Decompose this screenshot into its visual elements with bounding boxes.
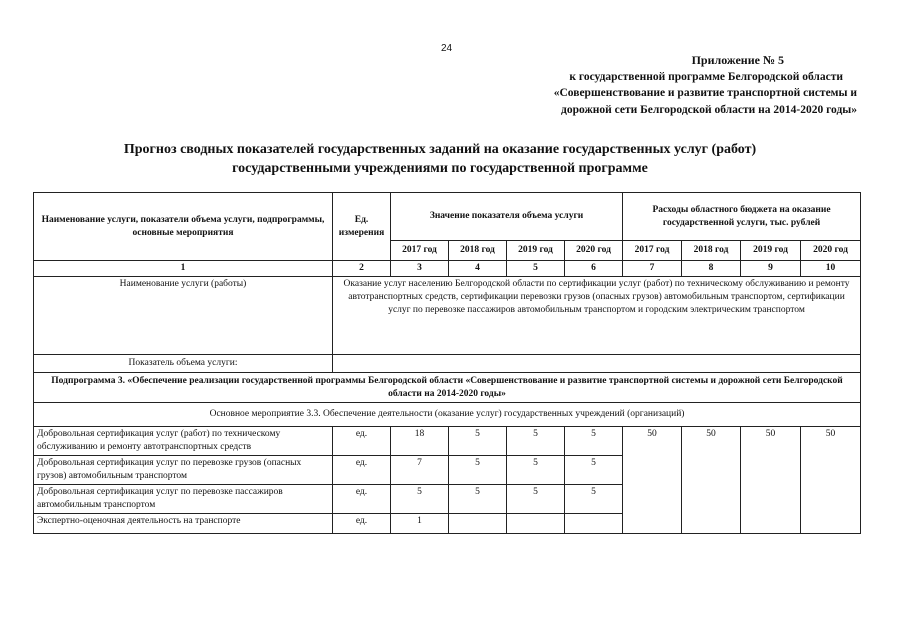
- row-name: Экспертно-оценочная деятельность на транспорте: [34, 514, 333, 534]
- volume-indicator-label: Показатель объема услуги:: [34, 355, 333, 373]
- row-value: 5: [565, 485, 623, 514]
- row-value: 5: [449, 456, 507, 485]
- column-number: 7: [623, 261, 682, 277]
- row-value: [565, 514, 623, 534]
- row-name: Добровольная сертификация услуг по перевозке грузов (опасных грузов) автомобильным транспортом: [34, 456, 333, 485]
- appendix-line: к государственной программе Белгородской области: [569, 70, 843, 83]
- row-name: Добровольная сертификация услуг (работ) по техническому обслуживанию и ремонту автотранспортных средств: [34, 427, 333, 456]
- column-number: 3: [391, 261, 449, 277]
- header-name-column: Наименование услуги, показатели объема услуги, подпрограммы, основные мероприятия: [34, 193, 333, 261]
- column-number: 5: [507, 261, 565, 277]
- row-value: 5: [507, 456, 565, 485]
- header-expense-group: Расходы областного бюджета на оказание государственной услуги, тыс. рублей: [623, 193, 861, 241]
- row-value: 7: [391, 456, 449, 485]
- header-year: 2020 год: [565, 241, 623, 261]
- column-number: 10: [801, 261, 861, 277]
- row-value: [449, 514, 507, 534]
- header-year: 2017 год: [391, 241, 449, 261]
- main-activity-title: Основное мероприятие 3.3. Обеспечение деятельности (оказание услуг) государственных учреждений (организаций): [34, 403, 861, 427]
- expense-value: 50: [741, 427, 801, 534]
- header-year: 2018 год: [682, 241, 741, 261]
- row-value: 5: [391, 485, 449, 514]
- appendix-line: дорожной сети Белгородской области на 2014-2020 годы»: [561, 103, 857, 116]
- appendix-header: [497, 52, 857, 118]
- row-value: 18: [391, 427, 449, 456]
- document-title: [60, 140, 820, 178]
- header-unit-column: Ед. измерения: [333, 193, 391, 261]
- row-value: 5: [449, 427, 507, 456]
- service-label: Наименование услуги (работы): [34, 277, 333, 355]
- header-volume-group: Значение показателя объема услуги: [391, 193, 623, 241]
- row-value: 5: [507, 427, 565, 456]
- row-value: [507, 514, 565, 534]
- column-number: 2: [333, 261, 391, 277]
- row-unit: ед.: [333, 514, 391, 534]
- forecast-table: [33, 192, 861, 534]
- row-value: 5: [565, 456, 623, 485]
- header-year: 2017 год: [623, 241, 682, 261]
- expense-value: 50: [801, 427, 861, 534]
- row-value: 5: [507, 485, 565, 514]
- subprogram-title: Подпрограмма 3. «Обеспечение реализации государственной программы Белгородской области «Совершенствование и развитие транспортной системы и дорожной сети Белгородской области на 2014-2020 годы»: [34, 373, 861, 403]
- row-value: 5: [565, 427, 623, 456]
- header-year: 2018 год: [449, 241, 507, 261]
- row-value: 1: [391, 514, 449, 534]
- row-unit: ед.: [333, 456, 391, 485]
- column-number: 4: [449, 261, 507, 277]
- header-year: 2019 год: [741, 241, 801, 261]
- document-title-line: Прогноз сводных показателей государственных заданий на оказание государственных услуг (работ): [123, 142, 757, 157]
- page-number: 24: [441, 43, 453, 54]
- appendix-line: «Совершенствование и развитие транспортной системы и: [553, 87, 857, 99]
- expense-value: 50: [623, 427, 682, 534]
- row-unit: ед.: [333, 427, 391, 456]
- service-description: Оказание услуг населению Белгородской области по сертификации услуг (работ) по техническому обслуживанию и ремонту автотранспортных средств, сертификации перевозки грузов (опасных грузов) автомобильным транспортом, сертификации услуг по перевозке пассажиров автомобильным транспортом и городским электрическим транспортом: [333, 277, 861, 355]
- expense-value: 50: [682, 427, 741, 534]
- column-number: 9: [741, 261, 801, 277]
- appendix-title: Приложение № 5: [691, 53, 784, 67]
- volume-indicator-empty: [333, 355, 861, 373]
- header-year: 2019 год: [507, 241, 565, 261]
- column-number: 1: [34, 261, 333, 277]
- row-value: 5: [449, 485, 507, 514]
- row-unit: ед.: [333, 485, 391, 514]
- column-number: 8: [682, 261, 741, 277]
- document-title-line: государственными учреждениями по государственной программе: [232, 161, 648, 176]
- row-name: Добровольная сертификация услуг по перевозке пассажиров автомобильным транспортом: [34, 485, 333, 514]
- column-number: 6: [565, 261, 623, 277]
- header-year: 2020 год: [801, 241, 861, 261]
